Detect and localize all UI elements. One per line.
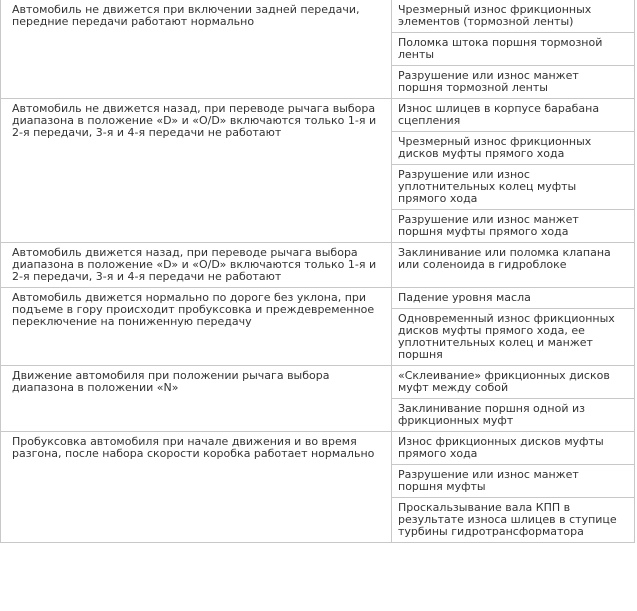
- cause-cell: Чрезмерный износ фрикционных дисков муфты прямого хода: [392, 132, 635, 165]
- table-row: [1, 99, 635, 132]
- cause-cell: Разрушение или износ уплотнительных колец муфты прямого хода: [392, 165, 635, 210]
- symptom-cell: Автомобиль движется нормально по дороге без уклона, при подъеме в гору происходит пробуксовка и преждевременное переключение на пониженную передачу: [1, 288, 392, 366]
- cause-cell: Заклинивание или поломка клапана или соленоида в гидроблоке: [392, 243, 635, 288]
- cause-cell: Разрушение или износ манжет поршня тормозной ленты: [392, 66, 635, 99]
- table-row: [1, 288, 635, 309]
- cause-cell: Чрезмерный износ фрикционных элементов (тормозной ленты): [392, 0, 635, 33]
- symptom-cell: Автомобиль не движется назад, при переводе рычага выбора диапазона в положение «D» и «O/D» включаются только 1-я и 2-я передачи, 3-я и 4-я передачи не работают: [1, 99, 392, 243]
- cause-cell: «Склеивание» фрикционных дисков муфт между собой: [392, 366, 635, 399]
- cause-cell: Проскальзывание вала КПП в результате износа шлицев в ступице турбины гидротрансформатора: [392, 498, 635, 543]
- cause-cell: Одновременный износ фрикционных дисков муфты прямого хода, ее уплотнительных колец и манжет поршня: [392, 309, 635, 366]
- symptom-cell: Автомобиль не движется при включении задней передачи, передние передачи работают нормально: [1, 0, 392, 99]
- cause-cell: Падение уровня масла: [392, 288, 635, 309]
- cause-cell: Разрушение или износ манжет поршня муфты: [392, 465, 635, 498]
- symptom-cell: Пробуксовка автомобиля при начале движения и во время разгона, после набора скорости коробка работает нормально: [1, 432, 392, 543]
- table-row: [1, 0, 635, 33]
- table-row: [1, 243, 635, 288]
- cause-cell: Поломка штока поршня тормозной ленты: [392, 33, 635, 66]
- table-row: [1, 432, 635, 465]
- cause-cell: Заклинивание поршня одной из фрикционных муфт: [392, 399, 635, 432]
- cause-cell: Износ фрикционных дисков муфты прямого хода: [392, 432, 635, 465]
- cause-cell: Разрушение или износ манжет поршня муфты прямого хода: [392, 210, 635, 243]
- symptom-cell: Движение автомобиля при положении рычага выбора диапазона в положении «N»: [1, 366, 392, 432]
- symptom-cell: Автомобиль движется назад, при переводе рычага выбора диапазона в положение «D» и «O/D» включаются только 1-я и 2-я передачи, 3-я и 4-я передачи не работают: [1, 243, 392, 288]
- table-row: [1, 366, 635, 399]
- cause-cell: Износ шлицев в корпусе барабана сцепления: [392, 99, 635, 132]
